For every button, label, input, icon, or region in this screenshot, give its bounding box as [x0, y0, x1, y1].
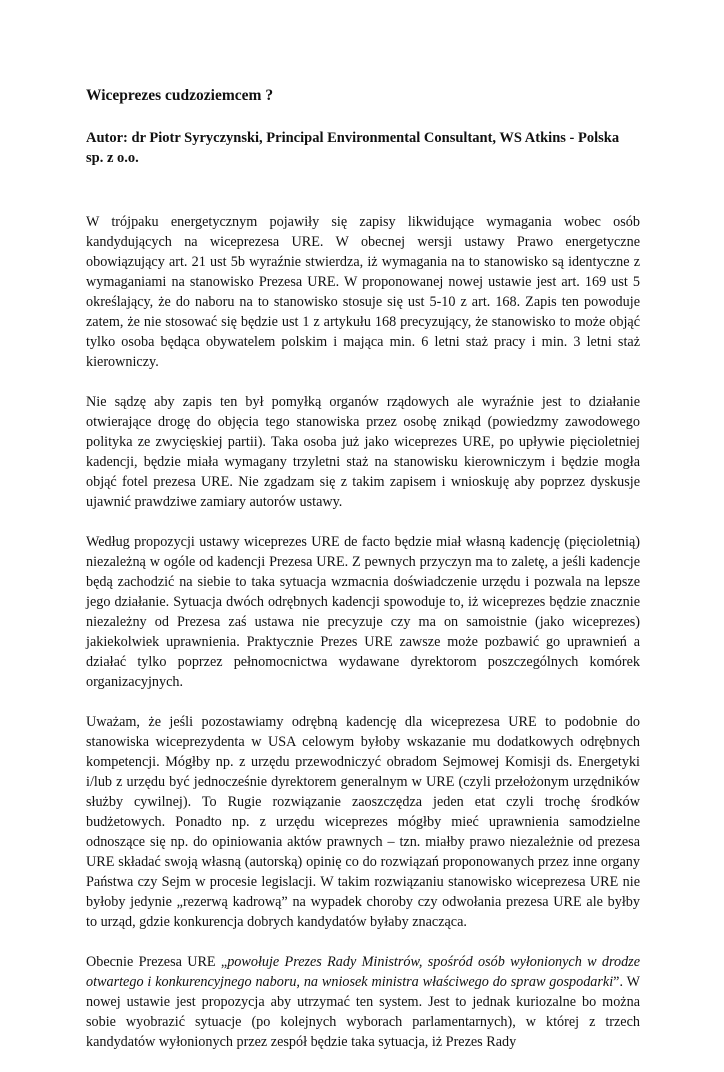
document-page	[86, 86, 640, 1072]
author-line: Autor: dr Piotr Syryczynski, Principal Environmental Consultant, WS Atkins - Polska sp. z o.o.	[86, 130, 620, 166]
paragraph-5-intro: Obecnie Prezesa URE „	[86, 954, 228, 970]
paragraph-5-rest: ”. W nowej ustawie jest propozycja aby utrzymać ten system. Jest to jednak kuriozalne bo można sobie wyobrazić sytuacje (po kolejnych wyborach parlamentarnych), w której z trzech kandydatów wyłonionych przez zespół będzie taka sytuacja, iż Prezes Rady	[86, 974, 640, 1050]
paragraph-2: Nie sądzę aby zapis ten był pomyłką organów rządowych ale wyraźnie jest to działanie otwierające drogę do objęcia tego stanowiska przez osobę znikąd (powiedzmy zawodowego polityka ze zwycięskiej partii). Taka osoba już jako wiceprezes URE, po upływie pięcioletniej kadencji, będzie miała wymagany trzyletni staż na stanowisku kierowniczym i będzie mogła objąć fotel prezesa URE. Nie zgadzam się z takim zapisem i wnioskuję aby poprzez dyskusje ujawnić prawdziwe zamiary autorów ustawy.	[86, 394, 640, 510]
paragraph-5-quote: powołuje Prezes Rady Ministrów, spośród osób wyłonionych w drodze otwartego i konkurencyjnego naboru, na wniosek ministra właściwego do spraw gospodarki	[86, 954, 640, 990]
paragraph-4: Uważam, że jeśli pozostawiamy odrębną kadencję dla wiceprezesa URE to podobnie do stanowiska wiceprezydenta w USA celowym byłoby wskazanie mu dodatkowych odrębnych kompetencji. Mógłby np. z urzędu przewodniczyć obradom Sejmowej Komisji ds. Energetyki i/lub z urzędu być jednocześnie dyrektorem generalnym w URE (czyli przełożonym urzędników służby cywilnej). To Rugie rozwiązanie zaoszczędza jeden etat czyli trochę środków budżetowych. Ponadto np. z urzędu wiceprezes mógłby mieć uprawnienia samodzielne odnoszące się np. do opiniowania aktów prawnych – tzn. miałby prawo niezależnie od prezesa URE składać swoją własną (autorską) opinię co do rozwiązań proponowanych przez inne organy Państwa czy Sejm w procesie legislacji. W takim rozwiązaniu stanowisko wiceprezesa URE nie byłoby jedynie „rezerwą kadrową” na wypadek choroby czy odwołania prezesa URE ale byłby to urząd, gdzie konkurencja dobrych kandydatów byłaby znacząca.	[86, 714, 640, 930]
paragraph-5	[86, 952, 640, 1052]
document-title: Wiceprezes cudzoziemcem ?	[86, 87, 274, 104]
paragraph-3: Według propozycji ustawy wiceprezes URE de facto będzie miał własną kadencję (pięcioletnią) niezależną w ogóle od kadencji Prezesa URE. Z pewnych przyczyn ma to zaletę, a jeśli kadencje będą zachodzić na siebie to taka sytuacja wzmacnia doświadczenie urzędu i pozwala na lepsze jego działanie. Sytuacja dwóch odrębnych kadencji spowoduje to, iż wiceprezes będzie znacznie niezależny od Prezesa zaś ustawa nie precyzuje czy ma on samoistnie (jako wiceprezes) jakiekolwiek uprawnienia. Praktycznie Prezes URE zawsze może pozbawić go uprawnień a działać tylko poprzez pełnomocnictwa wydawane dyrektorom poszczególnych komórek organizacyjnych.	[86, 534, 640, 690]
paragraph-1: W trójpaku energetycznym pojawiły się zapisy likwidujące wymagania wobec osób kandydujących na wiceprezesa URE. W obecnej wersji ustawy Prawo energetyczne obowiązujący art. 21 ust 5b wyraźnie stwierdza, iż wymagania na to stanowisko są identyczne z wymaganiami na stanowisko Prezesa URE. W proponowanej nowej ustawie jest art. 169 ust 5 określający, że do naboru na to stanowisko stosuje się ust 5-10 z art. 168. Zapis ten powoduje zatem, że nie stosować się będzie ust 1 z artykułu 168 precyzujący, że stanowisko to może objąć tylko osoba będąca obywatelem polskim i mająca min. 6 letni staż pracy i min. 3 letni staż kierowniczy.	[86, 214, 640, 370]
